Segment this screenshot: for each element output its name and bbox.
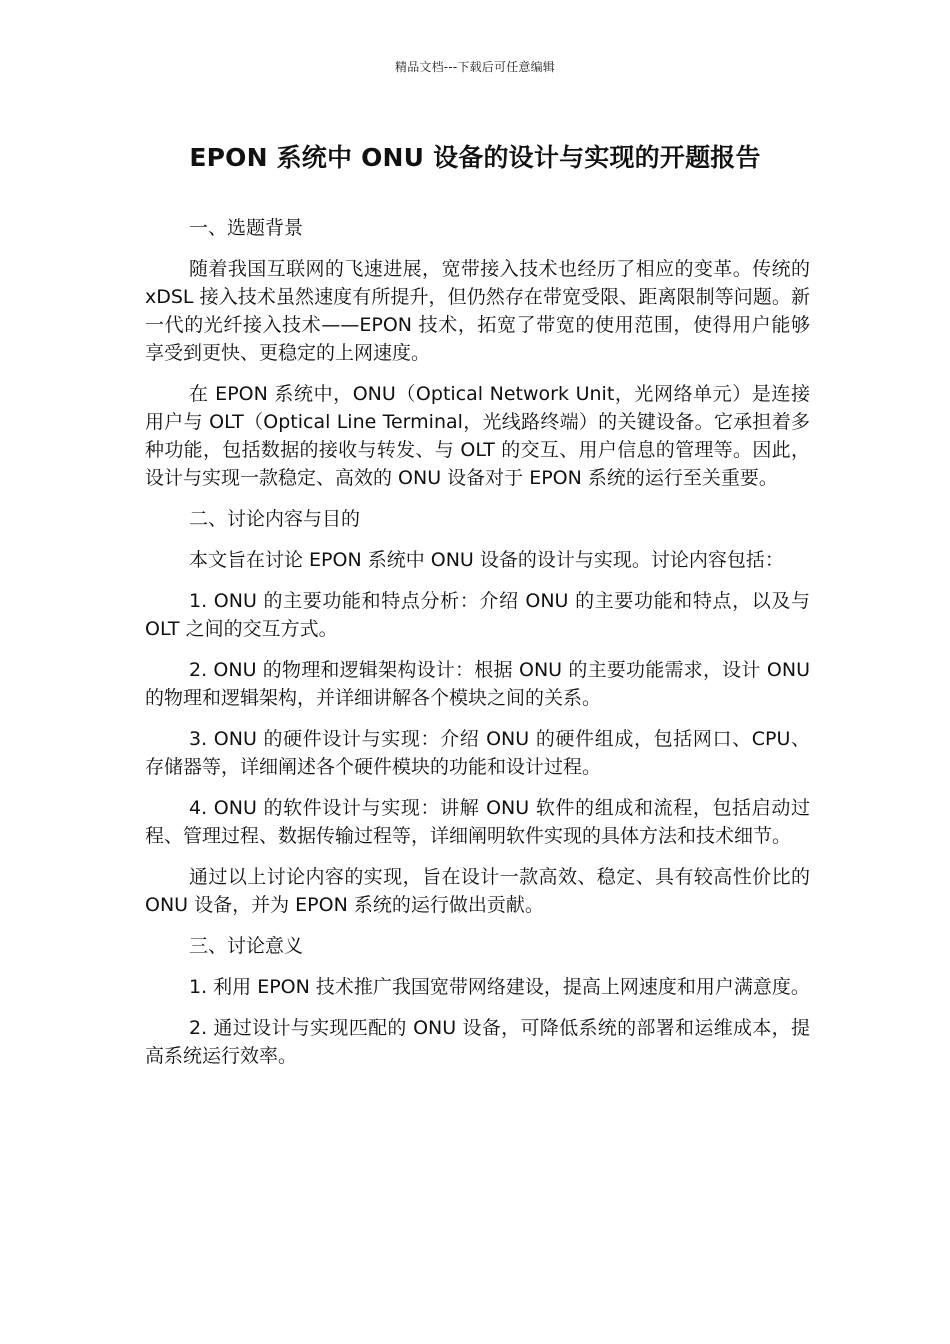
list-item-content-2: 2. ONU 的物理和逻辑架构设计：根据 ONU 的主要功能需求，设计 ONU 的物理和逻辑架构，并详细讲解各个模块之间的关系。: [145, 659, 810, 709]
paragraph-content-intro: 本文旨在讨论 EPON 系统中 ONU 设备的设计与实现。讨论内容包括：: [189, 549, 784, 571]
section-heading-background: 一、选题背景: [189, 217, 304, 239]
list-item-significance-1: 1. 利用 EPON 技术推广我国宽带网络建设，提高上网速度和用户满意度。: [189, 976, 810, 998]
section-heading-significance: 三、讨论意义: [189, 935, 304, 957]
list-item-significance-2: 2. 通过设计与实现匹配的 ONU 设备，可降低系统的部署和运维成本，提高系统运行效率。: [145, 1017, 810, 1067]
paragraph-content-summary: 通过以上讨论内容的实现，旨在设计一款高效、稳定、具有较高性价比的 ONU 设备，并为 EPON 系统的运行做出贡献。: [145, 866, 810, 916]
list-item-content-4: 4. ONU 的软件设计与实现：讲解 ONU 软件的组成和流程，包括启动过程、管理过程、数据传输过程等，详细阐明软件实现的具体方法和技术细节。: [145, 797, 810, 847]
paragraph-background-1: 随着我国互联网的飞速进展，宽带接入技术也经历了相应的变革。传统的 xDSL 接入技术虽然速度有所提升，但仍然存在带宽受限、距离限制等问题。新一代的光纤接入技术——EPON 技术，拓宽了带宽的使用范围，使得用户能够享受到更快、更稳定的上网速度。: [145, 258, 810, 364]
header-note: 精品文档---下载后可任意编辑: [395, 60, 555, 74]
document-body: [145, 214, 810, 1083]
list-item-content-1: 1. ONU 的主要功能和特点分析：介绍 ONU 的主要功能和特点，以及与 OLT 之间的交互方式。: [145, 590, 810, 640]
list-item-content-3: 3. ONU 的硬件设计与实现：介绍 ONU 的硬件组成，包括网口、CPU、存储器等，详细阐述各个硬件模块的功能和设计过程。: [145, 728, 810, 778]
paragraph-background-2: 在 EPON 系统中，ONU（Optical Network Unit，光网络单元）是连接用户与 OLT（Optical Line Terminal，光线路终端）的关键设备。它承担着多种功能，包括数据的接收与转发、与 OLT 的交互、用户信息的管理等。因此，设计与实现一款稳定、高效的 ONU 设备对于 EPON 系统的运行至关重要。: [145, 383, 810, 489]
document-title: EPON 系统中 ONU 设备的设计与实现的开题报告: [189, 143, 761, 172]
section-heading-content-purpose: 二、讨论内容与目的: [189, 508, 361, 530]
